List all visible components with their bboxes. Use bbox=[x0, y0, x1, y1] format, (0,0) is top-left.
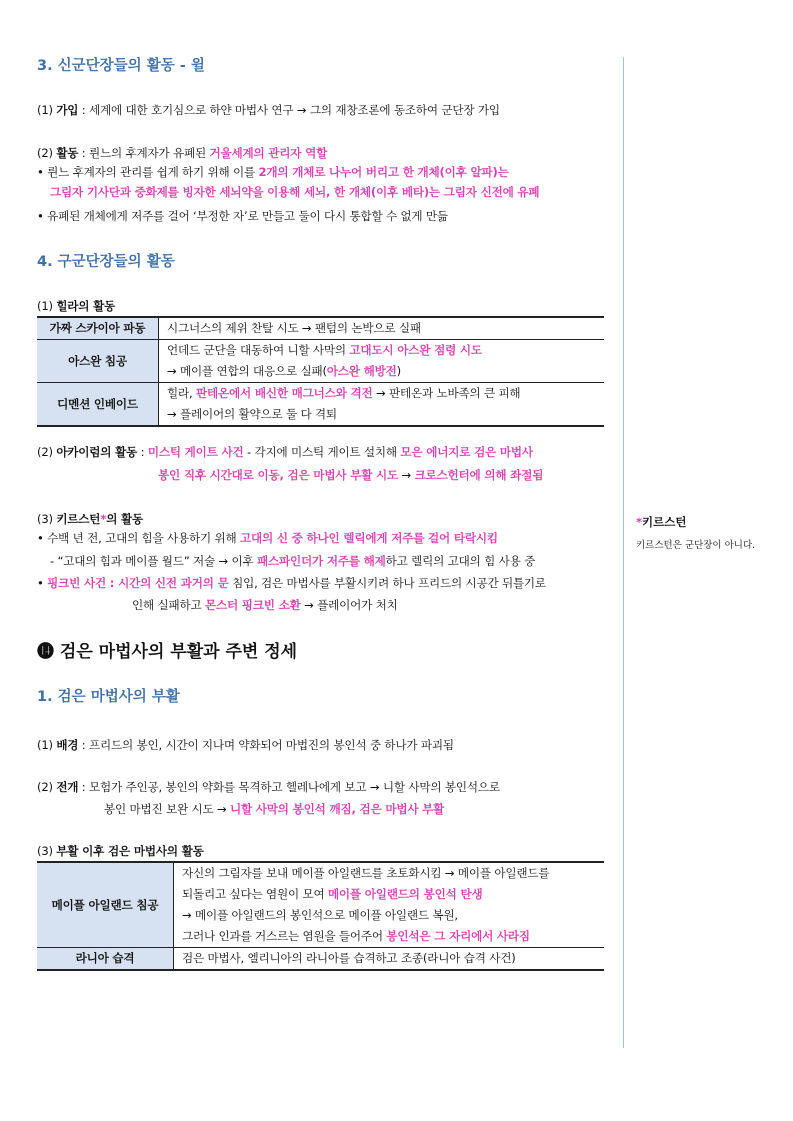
text: (1) bbox=[37, 738, 57, 752]
content-line bbox=[167, 404, 596, 425]
text: ) bbox=[396, 364, 401, 378]
text: - “고대의 힘과 메이플 월드” 저술 → 이후 bbox=[50, 554, 257, 568]
content-line bbox=[167, 318, 596, 339]
bullet-2 bbox=[37, 208, 448, 224]
highlight-text: 미스틱 게이트 사건 bbox=[147, 445, 244, 459]
highlight-text: 봉인석은 그 자리에서 사라짐 bbox=[386, 929, 530, 943]
kirsten-bullet-2 bbox=[37, 575, 546, 591]
text: (2) bbox=[37, 780, 57, 794]
section-1-heading: 1. 검은 마법사의 부활 bbox=[37, 689, 180, 705]
bold-text: 전개 bbox=[56, 780, 79, 794]
text: → 판테온과 노바족의 큰 피해 bbox=[372, 386, 521, 400]
highlight-text: 핑크빈 사건 : 시간의 신전 과거의 문 bbox=[47, 576, 229, 590]
activity-line bbox=[37, 145, 327, 161]
highlight-text: 메이플 아일랜드의 봉인석 탄생 bbox=[327, 887, 483, 901]
text: → 플레이어가 처치 bbox=[300, 598, 398, 612]
highlight-text: 패스파인더가 저주를 해제 bbox=[257, 554, 386, 568]
background-line bbox=[37, 737, 454, 753]
kirsten-bullet-1-cont bbox=[50, 553, 535, 569]
text: - 각지에 미스틱 게이트 설치해 bbox=[243, 445, 401, 459]
text: • 유폐된 개체에게 저주를 걸어 ‘부정한 자’로 만들고 둘이 다시 통합할 수 없게 만듦 bbox=[37, 209, 448, 223]
content-line bbox=[182, 884, 596, 905]
text: : bbox=[137, 445, 148, 459]
row-label: 디멘션 인베이드 bbox=[37, 383, 159, 427]
highlight-text: 몬스터 핑크빈 소환 bbox=[204, 598, 301, 612]
highlight-text: 판테온에서 배신한 매그너스와 격전 bbox=[195, 386, 373, 400]
text: : 프리드의 봉인, 시간이 지나며 약화되어 마법진의 봉인석 중 하나가 파괴됨 bbox=[78, 738, 454, 752]
highlight-text: 고대도시 아스완 점령 시도 bbox=[349, 343, 482, 357]
text: 자신의 그림자를 보내 메이플 아일랜드를 초토화시킴 → 메이플 아일랜드를 bbox=[182, 866, 550, 880]
content-line bbox=[182, 926, 596, 947]
text: (3) bbox=[37, 844, 57, 858]
row-content bbox=[159, 340, 605, 383]
text: • bbox=[37, 576, 48, 590]
text: 시그너스의 제위 찬탈 시도 → 팬텀의 논박으로 실패 bbox=[167, 321, 421, 335]
bold-text: 배경 bbox=[56, 738, 79, 752]
text: (1) bbox=[37, 299, 57, 313]
section-3-heading: 3. 신군단장들의 활동 - 윌 bbox=[37, 58, 205, 74]
bold-text: 힐라의 활동 bbox=[56, 299, 116, 313]
text: 하고 렐릭의 고대의 힘 사용 중 bbox=[385, 554, 536, 568]
highlight-text: 봉인 직후 시간대로 이동, 검은 마법사 부활 시도 bbox=[158, 468, 399, 482]
text: : 모험가 주인공, 봉인의 약화를 목격하고 헬레나에게 보고 → 니할 사막의 봉인석으로 bbox=[78, 780, 500, 794]
content-line bbox=[167, 361, 596, 382]
bullet-1-cont bbox=[50, 184, 539, 200]
highlight-text: 모은 에너지로 검은 마법사 bbox=[400, 445, 533, 459]
bullet-1 bbox=[37, 164, 509, 180]
kirsten-bullet-2-cont bbox=[132, 597, 398, 613]
content-line bbox=[182, 948, 596, 969]
highlight-text: 크로스헌터에 의해 좌절됨 bbox=[414, 468, 544, 482]
text: • 수백 년 전, 고대의 힘을 사용하기 위해 bbox=[37, 531, 241, 545]
table-row bbox=[37, 862, 604, 948]
text: : 륀느의 후계자가 유폐된 bbox=[78, 146, 210, 160]
text: 그러나 인과를 거스르는 염원을 들어주어 bbox=[182, 929, 387, 943]
content-line bbox=[182, 863, 596, 884]
sidenote-title-text: 키르스턴 bbox=[642, 515, 687, 529]
hilla-table bbox=[37, 316, 604, 427]
kirsten-title bbox=[37, 511, 143, 527]
highlight-text: 2개의 개체로 나누어 버리고 한 개체(이후 알파)는 bbox=[258, 165, 509, 179]
row-label: 라니아 습격 bbox=[37, 948, 174, 971]
bold-text: 키르스턴 bbox=[56, 512, 101, 526]
text: (2) bbox=[37, 445, 57, 459]
row-label: 가짜 스카이아 파동 bbox=[37, 317, 159, 340]
section-4-heading: 4. 구군단장들의 활동 bbox=[37, 254, 175, 270]
hilla-title bbox=[37, 298, 115, 314]
text: • 륀느 후계자의 관리를 쉽게 하기 위해 이를 bbox=[37, 165, 259, 179]
highlight-text: 니할 사막의 봉인석 깨짐, 검은 마법사 부활 bbox=[229, 802, 445, 816]
text: 되돌리고 싶다는 염원이 모여 bbox=[182, 887, 328, 901]
sidenote-star: * bbox=[636, 515, 643, 529]
development-line bbox=[37, 779, 500, 795]
after-title bbox=[37, 843, 204, 859]
text: → 메이플 연합의 대응으로 실패( bbox=[167, 364, 327, 378]
margin-divider bbox=[623, 57, 624, 1048]
table-row bbox=[37, 317, 604, 340]
text: → 메이플 아일랜드의 봉인석으로 메이플 아일랜드 복원, bbox=[182, 908, 458, 922]
bold-text: 부활 이후 검은 마법사의 활동 bbox=[56, 844, 204, 858]
row-content bbox=[174, 948, 605, 971]
table-row bbox=[37, 340, 604, 383]
text: 힐라, bbox=[167, 386, 196, 400]
content-line bbox=[167, 383, 596, 404]
text: → bbox=[398, 468, 415, 482]
highlight-text: 거울세계의 관리자 역할 bbox=[209, 146, 328, 160]
highlight-text: 그림자 기사단과 중화제를 빙자한 세뇌약을 이용해 세뇌, 한 개체(이후 베타)는 그림자 신전에 유폐 bbox=[50, 185, 540, 199]
bold-text: 아카이럼의 활동 bbox=[56, 445, 138, 459]
row-label: 아스완 침공 bbox=[37, 340, 159, 383]
content-line bbox=[182, 905, 596, 926]
text: : 세계에 대한 호기심으로 하얀 마법사 연구 → 그의 재창조론에 동조하여 군단장 가입 bbox=[78, 103, 500, 117]
highlight-text: 고대의 신 중 하나인 렐릭에게 저주를 걸어 타락시킴 bbox=[240, 531, 498, 545]
content-line bbox=[167, 340, 596, 361]
bold-text: 의 활동 bbox=[106, 512, 144, 526]
text: (3) bbox=[37, 512, 57, 526]
text: 봉인 마법진 보완 시도 → bbox=[104, 802, 230, 816]
row-label: 메이플 아일랜드 침공 bbox=[37, 862, 174, 948]
text: → 플레이어의 활약으로 둘 다 격퇴 bbox=[167, 407, 337, 421]
highlight-text: * bbox=[100, 512, 107, 526]
highlight-text: 아스완 해방전 bbox=[326, 364, 397, 378]
text: (1) bbox=[37, 103, 57, 117]
sidenote-title bbox=[636, 514, 686, 530]
table-row bbox=[37, 383, 604, 427]
kirsten-bullet-1 bbox=[37, 530, 498, 546]
text: 언데드 군단을 대동하여 니할 사막의 bbox=[167, 343, 350, 357]
join-line bbox=[37, 102, 500, 118]
development-cont bbox=[104, 801, 444, 817]
after-table bbox=[37, 861, 604, 971]
row-content bbox=[159, 317, 605, 340]
text: (2) bbox=[37, 146, 57, 160]
bold-text: 활동 bbox=[56, 146, 79, 160]
row-content bbox=[174, 862, 605, 948]
text: 인해 실패하고 bbox=[132, 598, 205, 612]
chapter-14-heading: ⓮ 검은 마법사의 부활과 주변 정세 bbox=[37, 642, 298, 662]
row-content bbox=[159, 383, 605, 427]
bold-text: 가입 bbox=[56, 103, 79, 117]
text: 침입, 검은 마법사를 부활시키려 하나 프리드의 시공간 뒤틀기로 bbox=[228, 576, 546, 590]
arkarium-cont bbox=[158, 467, 543, 483]
arkarium-line bbox=[37, 444, 533, 460]
sidenote-body: 키르스턴은 군단장이 아니다. bbox=[636, 540, 756, 551]
text: 검은 마법사, 엘리니아의 라니아를 습격하고 조종(라니아 습격 사건) bbox=[182, 951, 516, 965]
table-row bbox=[37, 948, 604, 971]
